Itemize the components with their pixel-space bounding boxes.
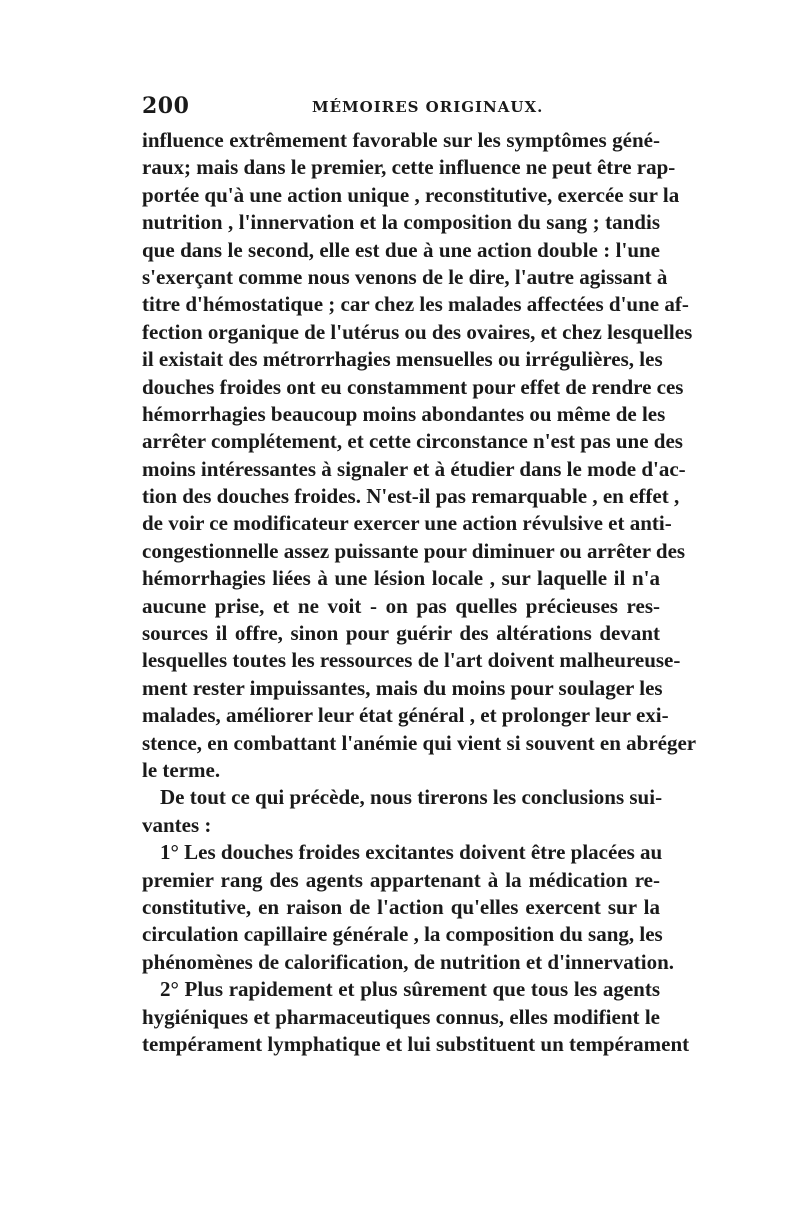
text-line: nutrition , l'innervation et la composition du sang ; tandis	[142, 210, 660, 235]
text-line: congestionnelle assez puissante pour diminuer ou arrêter des	[142, 538, 686, 563]
text-line: constitutive, en raison de l'action qu'elles exercent sur la	[142, 894, 660, 919]
running-title: MÉMOIRES ORIGINAUX.	[312, 98, 544, 116]
text-line: phénomènes de calorification, de nutrition et d'innervation.	[142, 949, 674, 974]
text-line: lesquelles toutes les ressources de l'art doivent malheureuse-	[142, 648, 681, 673]
text-line: le terme.	[142, 757, 221, 782]
text-line: hémorrhagies liées à une lésion locale , sur laquelle il n'a	[142, 566, 660, 591]
text-line: tion des douches froides. N'est-il pas remarquable , en effet ,	[142, 484, 680, 509]
text-line: malades, améliorer leur état général , et prolonger leur exi-	[142, 703, 669, 728]
text-line: il existait des métrorrhagies mensuelles ou irrégulières, les	[142, 347, 663, 372]
text-line: que dans le second, elle est due à une action double : l'une	[142, 237, 660, 262]
body-text	[142, 127, 697, 1058]
text-line: hémorrhagies beaucoup moins abondantes ou même de les	[142, 401, 666, 426]
text-line: de voir ce modificateur exercer une action révulsive et anti-	[142, 511, 672, 536]
text-line: douches froides ont eu constamment pour effet de rendre ces	[142, 374, 684, 399]
text-line: moins intéressantes à signaler et à étudier dans le mode d'ac-	[142, 456, 686, 481]
text-line: raux; mais dans le premier, cette influence ne peut être rap-	[142, 155, 676, 180]
text-line: sources il offre, sinon pour guérir des altérations devant	[142, 621, 660, 646]
text-line: titre d'hémostatique ; car chez les malades affectées d'une af-	[142, 292, 689, 317]
running-head	[142, 93, 660, 123]
text-line: ment rester impuissantes, mais du moins pour soulager les	[142, 675, 663, 700]
text-line: portée qu'à une action unique , reconstitutive, exercée sur la	[142, 182, 680, 207]
text-line: 2° Plus rapidement et plus sûrement que tous les agents	[160, 977, 660, 1002]
text-line: influence extrêmement favorable sur les symptômes géné-	[142, 128, 660, 152]
text-line: arrêter complétement, et cette circonstance n'est pas une des	[142, 429, 683, 454]
text-line: hygiéniques et pharmaceutiques connus, elles modifient le	[142, 1004, 660, 1029]
text-line: stence, en combattant l'anémie qui vient si souvent en abréger	[142, 730, 697, 755]
text-line: circulation capillaire générale , la composition du sang, les	[142, 922, 663, 947]
text-line: De tout ce qui précède, nous tirerons les conclusions sui-	[160, 785, 663, 810]
text-line: tempérament lymphatique et lui substituent un tempérament	[142, 1031, 690, 1056]
text-line: aucune prise, et ne voit - on pas quelles précieuses res-	[142, 593, 660, 618]
page-number: 200	[142, 93, 190, 119]
text-line: vantes :	[142, 812, 212, 837]
text-line: premier rang des agents appartenant à la médication re-	[142, 867, 660, 892]
text-line: fection organique de l'utérus ou des ovaires, et chez lesquelles	[142, 319, 693, 344]
text-line: 1° Les douches froides excitantes doivent être placées au	[160, 840, 663, 865]
text-line: s'exerçant comme nous venons de le dire, l'autre agissant à	[142, 264, 668, 289]
